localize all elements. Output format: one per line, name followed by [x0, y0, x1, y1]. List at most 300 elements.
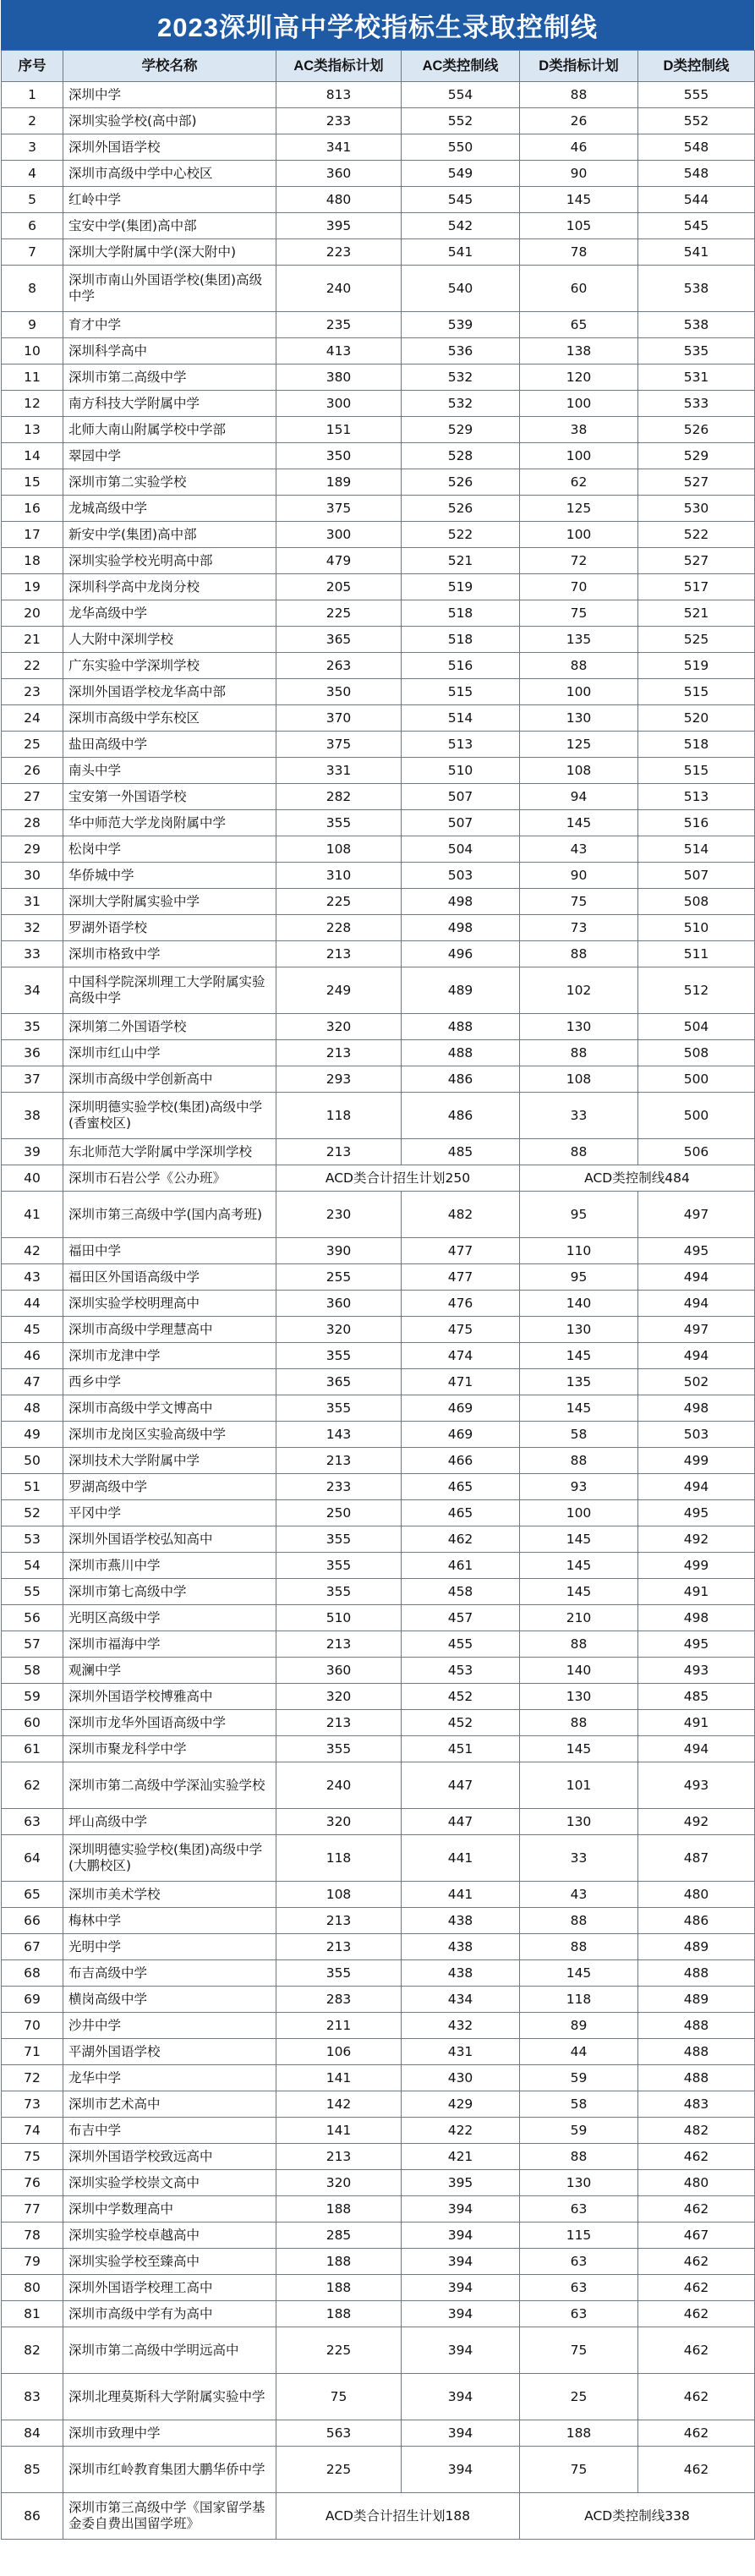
- cell-school-name: 深圳市高级中学理慧高中: [63, 1317, 276, 1343]
- cell-ac-plan: 223: [276, 239, 402, 266]
- cell-d-line: 548: [638, 161, 755, 187]
- cell-d-plan: 115: [520, 2222, 638, 2249]
- cell-school-name: 南方科技大学附属中学: [63, 391, 276, 417]
- cell-school-name: 深圳市致理中学: [63, 2420, 276, 2447]
- cell-d-line: 510: [638, 915, 755, 941]
- cell-ac-plan: 228: [276, 915, 402, 941]
- cell-school-name: 深圳外国语学校龙华高中部: [63, 679, 276, 705]
- cell-ac-line: 458: [402, 1579, 520, 1605]
- cell-ac-plan: 355: [276, 1526, 402, 1553]
- table-row: [2, 1165, 755, 1192]
- cell-no: 84: [2, 2420, 63, 2447]
- cell-no: 63: [2, 1809, 63, 1835]
- table-row: [2, 889, 755, 915]
- cell-d-plan: 95: [520, 1192, 638, 1238]
- cell-ac-line: 482: [402, 1192, 520, 1238]
- cell-d-plan: 125: [520, 732, 638, 758]
- cell-d-line: 495: [638, 1500, 755, 1526]
- cell-d-line: 499: [638, 1553, 755, 1579]
- cell-d-plan: 120: [520, 364, 638, 391]
- table-row: [2, 2249, 755, 2275]
- table-row: [2, 312, 755, 338]
- cell-school-name: 深圳市高级中学有为高中: [63, 2301, 276, 2327]
- cell-d-line: 504: [638, 1014, 755, 1040]
- table-row: [2, 1710, 755, 1736]
- table-row: [2, 2447, 755, 2493]
- table-row: [2, 2222, 755, 2249]
- cell-d-line: 483: [638, 2091, 755, 2118]
- cell-ac-line: 441: [402, 1835, 520, 1882]
- cell-no: 83: [2, 2374, 63, 2420]
- cell-school-name: 深圳市福海中学: [63, 1631, 276, 1658]
- cell-d-line: 515: [638, 679, 755, 705]
- cell-school-name: 平冈中学: [63, 1500, 276, 1526]
- cell-d-line: 515: [638, 758, 755, 784]
- cell-no: 61: [2, 1736, 63, 1762]
- cell-ac-line: 504: [402, 836, 520, 863]
- cell-d-line: 535: [638, 338, 755, 364]
- cell-ac-line: 394: [402, 2222, 520, 2249]
- cell-no: 76: [2, 2170, 63, 2196]
- cell-no: 67: [2, 1934, 63, 1960]
- cell-school-name: 深圳第二外国语学校: [63, 1014, 276, 1040]
- cell-school-name: 深圳实验学校崇文高中: [63, 2170, 276, 2196]
- table-row: [2, 679, 755, 705]
- cell-school-name: 深圳市聚龙科学中学: [63, 1736, 276, 1762]
- cell-d-line: 462: [638, 2249, 755, 2275]
- cell-ac-line: 455: [402, 1631, 520, 1658]
- cell-ac-plan: 355: [276, 810, 402, 836]
- cell-school-name: 深圳市第二高级中学: [63, 364, 276, 391]
- cell-no: 57: [2, 1631, 63, 1658]
- cell-ac-plan: 300: [276, 391, 402, 417]
- table-row: [2, 443, 755, 469]
- cell-ac-line: 554: [402, 82, 520, 108]
- cell-no: 53: [2, 1526, 63, 1553]
- cell-d-plan: 100: [520, 679, 638, 705]
- cell-ac-plan: 240: [276, 266, 402, 312]
- cell-d-plan: 118: [520, 1987, 638, 2013]
- cell-no: 22: [2, 653, 63, 679]
- cell-school-name: 育才中学: [63, 312, 276, 338]
- cell-ac-line: 394: [402, 2447, 520, 2493]
- cell-d-plan: 73: [520, 915, 638, 941]
- cell-school-name: 深圳市高级中学创新高中: [63, 1066, 276, 1093]
- cell-school-name: 深圳市第三高级中学《国家留学基金委自费出国留学班》: [63, 2493, 276, 2540]
- table-row: [2, 627, 755, 653]
- cell-school-name: 深圳科学高中: [63, 338, 276, 364]
- cell-ac-plan: 263: [276, 653, 402, 679]
- cell-no: 66: [2, 1908, 63, 1934]
- cell-d-plan: 88: [520, 941, 638, 967]
- table-row: [2, 2327, 755, 2374]
- cell-school-name: 深圳中学数理高中: [63, 2196, 276, 2222]
- cell-d-line: 548: [638, 134, 755, 161]
- cell-no: 25: [2, 732, 63, 758]
- cell-ac-plan: 341: [276, 134, 402, 161]
- cell-d-line: 502: [638, 1369, 755, 1395]
- cell-d-line: 462: [638, 2420, 755, 2447]
- cell-ac-line: 434: [402, 1987, 520, 2013]
- cell-ac-plan: 350: [276, 443, 402, 469]
- header-d-plan: D类指标计划: [520, 51, 638, 82]
- cell-ac-plan: 479: [276, 548, 402, 574]
- cell-d-plan: 100: [520, 443, 638, 469]
- table-row: [2, 1369, 755, 1395]
- cell-d-plan: 100: [520, 1500, 638, 1526]
- cell-d-plan: 108: [520, 1066, 638, 1093]
- table-row: [2, 1736, 755, 1762]
- cell-no: 55: [2, 1579, 63, 1605]
- table-row: [2, 2374, 755, 2420]
- cell-d-line: 500: [638, 1066, 755, 1093]
- cell-ac-plan: 188: [276, 2249, 402, 2275]
- cell-ac-line: 394: [402, 2275, 520, 2301]
- table-row: [2, 522, 755, 548]
- table-row: [2, 600, 755, 627]
- cell-d-line: 467: [638, 2222, 755, 2249]
- cell-ac-line: 457: [402, 1605, 520, 1631]
- cell-ac-plan: 250: [276, 1500, 402, 1526]
- cell-ac-line: 394: [402, 2327, 520, 2374]
- cell-ac-line: 422: [402, 2118, 520, 2144]
- cell-school-name: 深圳市第三高级中学(国内高考班): [63, 1192, 276, 1238]
- table-row: [2, 2013, 755, 2039]
- header-ac-line: AC类控制线: [402, 51, 520, 82]
- cell-ac-line: 394: [402, 2301, 520, 2327]
- table-row: [2, 2170, 755, 2196]
- table-row: [2, 391, 755, 417]
- cell-d-line: 525: [638, 627, 755, 653]
- cell-no: 79: [2, 2249, 63, 2275]
- cell-d-plan: 130: [520, 1809, 638, 1835]
- table-body: [2, 82, 755, 2540]
- cell-ac-plan: 188: [276, 2301, 402, 2327]
- cell-school-name: 深圳市龙津中学: [63, 1343, 276, 1369]
- cell-d-line: 527: [638, 548, 755, 574]
- cell-ac-plan: 375: [276, 732, 402, 758]
- cell-ac-plan: 141: [276, 2065, 402, 2091]
- cell-no: 18: [2, 548, 63, 574]
- cell-school-name: 华侨城中学: [63, 863, 276, 889]
- cell-d-plan: 90: [520, 161, 638, 187]
- cell-school-name: 红岭中学: [63, 187, 276, 213]
- cell-ac-line: 514: [402, 705, 520, 732]
- cell-d-line: 538: [638, 312, 755, 338]
- cell-d-line: 555: [638, 82, 755, 108]
- cell-school-name: 人大附中深圳学校: [63, 627, 276, 653]
- cell-ac-plan: 360: [276, 1658, 402, 1684]
- header-ac-plan: AC类指标计划: [276, 51, 402, 82]
- cell-ac-line: 526: [402, 496, 520, 522]
- cell-ac-plan: 365: [276, 627, 402, 653]
- cell-d-plan: 33: [520, 1835, 638, 1882]
- score-table-sheet: [1, 0, 754, 2540]
- cell-school-name: 沙井中学: [63, 2013, 276, 2039]
- cell-d-line: 462: [638, 2144, 755, 2170]
- cell-ac-plan: 282: [276, 784, 402, 810]
- cell-no: 2: [2, 108, 63, 134]
- cell-ac-plan: 413: [276, 338, 402, 364]
- cell-d-plan: 88: [520, 1934, 638, 1960]
- cell-d-line: 495: [638, 1631, 755, 1658]
- cell-ac-line: 528: [402, 443, 520, 469]
- cell-ac-line: 519: [402, 574, 520, 600]
- table-row: [2, 2493, 755, 2540]
- cell-school-name: 坪山高级中学: [63, 1809, 276, 1835]
- table-row: [2, 1553, 755, 1579]
- cell-ac-plan: 213: [276, 1448, 402, 1474]
- cell-school-name: 松岗中学: [63, 836, 276, 863]
- cell-ac-line: 477: [402, 1264, 520, 1291]
- cell-d-line: 545: [638, 213, 755, 239]
- cell-ac-line: 438: [402, 1934, 520, 1960]
- cell-ac-plan: 380: [276, 364, 402, 391]
- cell-ac-plan: 300: [276, 522, 402, 548]
- cell-d-line: 491: [638, 1710, 755, 1736]
- cell-no: 35: [2, 1014, 63, 1040]
- table-row: [2, 653, 755, 679]
- cell-ac-line: 498: [402, 915, 520, 941]
- cell-no: 46: [2, 1343, 63, 1369]
- cell-school-name: 横岗高级中学: [63, 1987, 276, 2013]
- cell-no: 21: [2, 627, 63, 653]
- cell-no: 8: [2, 266, 63, 312]
- cell-school-name: 布吉中学: [63, 2118, 276, 2144]
- cell-school-name: 深圳市南山外国语学校(集团)高级中学: [63, 266, 276, 312]
- cell-no: 6: [2, 213, 63, 239]
- cell-school-name: 东北师范大学附属中学深圳学校: [63, 1139, 276, 1165]
- cell-d-line: 493: [638, 1658, 755, 1684]
- cell-d-plan: 145: [520, 1553, 638, 1579]
- table-row: [2, 2091, 755, 2118]
- table-row: [2, 1014, 755, 1040]
- cell-d-line: 488: [638, 2039, 755, 2065]
- cell-d-plan: 88: [520, 1040, 638, 1066]
- cell-school-name: 深圳市燕川中学: [63, 1553, 276, 1579]
- cell-d-plan: 88: [520, 1631, 638, 1658]
- cell-d-plan: 44: [520, 2039, 638, 2065]
- header-school-name: 学校名称: [63, 51, 276, 82]
- cell-d-line: 494: [638, 1343, 755, 1369]
- cell-d-plan: 188: [520, 2420, 638, 2447]
- cell-d-line: 482: [638, 2118, 755, 2144]
- table-row: [2, 810, 755, 836]
- cell-school-name: 深圳市龙岗区实验高级中学: [63, 1422, 276, 1448]
- table-row: [2, 496, 755, 522]
- cell-d-line: 489: [638, 1934, 755, 1960]
- cell-d-line: 462: [638, 2447, 755, 2493]
- cell-school-name: 北师大南山附属学校中学部: [63, 417, 276, 443]
- cell-ac-plan: 360: [276, 1291, 402, 1317]
- cell-ac-line: 552: [402, 108, 520, 134]
- cell-no: 81: [2, 2301, 63, 2327]
- table-row: [2, 1934, 755, 1960]
- cell-school-name: 深圳外国语学校: [63, 134, 276, 161]
- table-row: [2, 1882, 755, 1908]
- cell-no: 86: [2, 2493, 63, 2540]
- cell-d-line: 485: [638, 1684, 755, 1710]
- cell-no: 41: [2, 1192, 63, 1238]
- cell-ac-line: 447: [402, 1762, 520, 1809]
- cell-d-plan: 100: [520, 522, 638, 548]
- cell-no: 3: [2, 134, 63, 161]
- cell-ac-line: 526: [402, 469, 520, 496]
- table-row: [2, 469, 755, 496]
- cell-d-plan: 63: [520, 2301, 638, 2327]
- cell-d-plan: 38: [520, 417, 638, 443]
- cell-school-name: 南头中学: [63, 758, 276, 784]
- cell-no: 26: [2, 758, 63, 784]
- table-row: [2, 1605, 755, 1631]
- cell-school-name: 深圳外国语学校博雅高中: [63, 1684, 276, 1710]
- cell-d-line: 497: [638, 1317, 755, 1343]
- cell-ac-plan: 151: [276, 417, 402, 443]
- cell-d-plan: 105: [520, 213, 638, 239]
- cell-d-line: 527: [638, 469, 755, 496]
- cell-ac-line: 476: [402, 1291, 520, 1317]
- cell-ac-line: 465: [402, 1500, 520, 1526]
- cell-ac-line: 518: [402, 600, 520, 627]
- cell-d-plan: 88: [520, 1139, 638, 1165]
- cell-ac-line: 394: [402, 2374, 520, 2420]
- cell-no: 16: [2, 496, 63, 522]
- cell-d-line: 552: [638, 108, 755, 134]
- table-row: [2, 239, 755, 266]
- cell-d-line: 486: [638, 1908, 755, 1934]
- cell-d-line: 508: [638, 1040, 755, 1066]
- cell-d-plan: 100: [520, 391, 638, 417]
- cell-school-name: 翠园中学: [63, 443, 276, 469]
- cell-ac-plan: 225: [276, 600, 402, 627]
- cell-ac-plan: 813: [276, 82, 402, 108]
- cell-d-line: 522: [638, 522, 755, 548]
- cell-ac-plan: 225: [276, 2327, 402, 2374]
- cell-d-line: 462: [638, 2196, 755, 2222]
- cell-d-plan: 125: [520, 496, 638, 522]
- cell-ac-plan: 355: [276, 1736, 402, 1762]
- cell-d-line: 462: [638, 2275, 755, 2301]
- cell-d-line: 495: [638, 1238, 755, 1264]
- cell-d-line: 538: [638, 266, 755, 312]
- cell-school-name: 深圳市艺术高中: [63, 2091, 276, 2118]
- cell-d-plan: 140: [520, 1291, 638, 1317]
- cell-school-name: 深圳实验学校(高中部): [63, 108, 276, 134]
- cell-no: 42: [2, 1238, 63, 1264]
- cell-ac-plan: 142: [276, 2091, 402, 2118]
- cell-ac-line: 486: [402, 1066, 520, 1093]
- cell-ac-line: 515: [402, 679, 520, 705]
- cell-d-plan: 25: [520, 2374, 638, 2420]
- table-row: [2, 1631, 755, 1658]
- cell-ac-line: 516: [402, 653, 520, 679]
- cell-school-name: 深圳市第二高级中学深汕实验学校: [63, 1762, 276, 1809]
- cell-d-plan: 60: [520, 266, 638, 312]
- cell-school-name: 龙华中学: [63, 2065, 276, 2091]
- cell-ac-plan: 213: [276, 2144, 402, 2170]
- table-row: [2, 338, 755, 364]
- cell-no: 45: [2, 1317, 63, 1343]
- table-row: [2, 1448, 755, 1474]
- page-title: 2023深圳高中学校指标生录取控制线: [1, 0, 754, 50]
- table-row: [2, 1264, 755, 1291]
- table-row: [2, 574, 755, 600]
- cell-ac-line: 529: [402, 417, 520, 443]
- cell-school-name: 深圳科学高中龙岗分校: [63, 574, 276, 600]
- cell-ac-plan: 106: [276, 2039, 402, 2065]
- table-row: [2, 915, 755, 941]
- cell-ac-plan: 143: [276, 1422, 402, 1448]
- cell-school-name: 深圳市美术学校: [63, 1882, 276, 1908]
- cell-ac-line: 451: [402, 1736, 520, 1762]
- cell-school-name: 平湖外国语学校: [63, 2039, 276, 2065]
- cell-no: 50: [2, 1448, 63, 1474]
- cell-d-plan: 130: [520, 2170, 638, 2196]
- cell-d-line: 489: [638, 1987, 755, 2013]
- table-row: [2, 1809, 755, 1835]
- cell-school-name: 深圳市第二实验学校: [63, 469, 276, 496]
- cell-d-plan: 63: [520, 2249, 638, 2275]
- cell-no: 12: [2, 391, 63, 417]
- cell-no: 78: [2, 2222, 63, 2249]
- cell-d-plan: 101: [520, 1762, 638, 1809]
- cell-ac-line: 394: [402, 2420, 520, 2447]
- table-row: [2, 784, 755, 810]
- cell-d-line: 494: [638, 1736, 755, 1762]
- cell-d-plan: 33: [520, 1093, 638, 1139]
- cell-school-name: 华中师范大学龙岗附属中学: [63, 810, 276, 836]
- cell-no: 49: [2, 1422, 63, 1448]
- cell-school-name: 深圳市高级中学中心校区: [63, 161, 276, 187]
- table-row: [2, 1474, 755, 1500]
- cell-ac-line: 507: [402, 810, 520, 836]
- cell-ac-plan: 310: [276, 863, 402, 889]
- cell-d-line: 513: [638, 784, 755, 810]
- table-row: [2, 941, 755, 967]
- cell-no: 52: [2, 1500, 63, 1526]
- cell-d-plan: 95: [520, 1264, 638, 1291]
- cell-school-name: 深圳市格致中学: [63, 941, 276, 967]
- cell-ac-merged: ACD类合计招生计划250: [276, 1165, 520, 1192]
- cell-d-line: 498: [638, 1395, 755, 1422]
- cell-d-plan: 72: [520, 548, 638, 574]
- cell-d-merged: ACD类控制线338: [520, 2493, 755, 2540]
- cell-ac-plan: 255: [276, 1264, 402, 1291]
- cell-d-line: 487: [638, 1835, 755, 1882]
- cell-ac-line: 461: [402, 1553, 520, 1579]
- cell-school-name: 深圳实验学校至臻高中: [63, 2249, 276, 2275]
- cell-d-line: 520: [638, 705, 755, 732]
- cell-d-plan: 75: [520, 2327, 638, 2374]
- cell-d-line: 521: [638, 600, 755, 627]
- table-row: [2, 1762, 755, 1809]
- cell-school-name: 龙华高级中学: [63, 600, 276, 627]
- cell-no: 24: [2, 705, 63, 732]
- cell-ac-plan: 285: [276, 2222, 402, 2249]
- cell-ac-plan: 108: [276, 1882, 402, 1908]
- cell-ac-plan: 213: [276, 941, 402, 967]
- cell-no: 85: [2, 2447, 63, 2493]
- cell-no: 15: [2, 469, 63, 496]
- cell-no: 33: [2, 941, 63, 967]
- table-row: [2, 1987, 755, 2013]
- cell-d-line: 544: [638, 187, 755, 213]
- cell-ac-plan: 510: [276, 1605, 402, 1631]
- cell-school-name: 深圳市第二高级中学明远高中: [63, 2327, 276, 2374]
- cell-ac-plan: 213: [276, 1139, 402, 1165]
- table-row: [2, 1908, 755, 1934]
- cell-no: 4: [2, 161, 63, 187]
